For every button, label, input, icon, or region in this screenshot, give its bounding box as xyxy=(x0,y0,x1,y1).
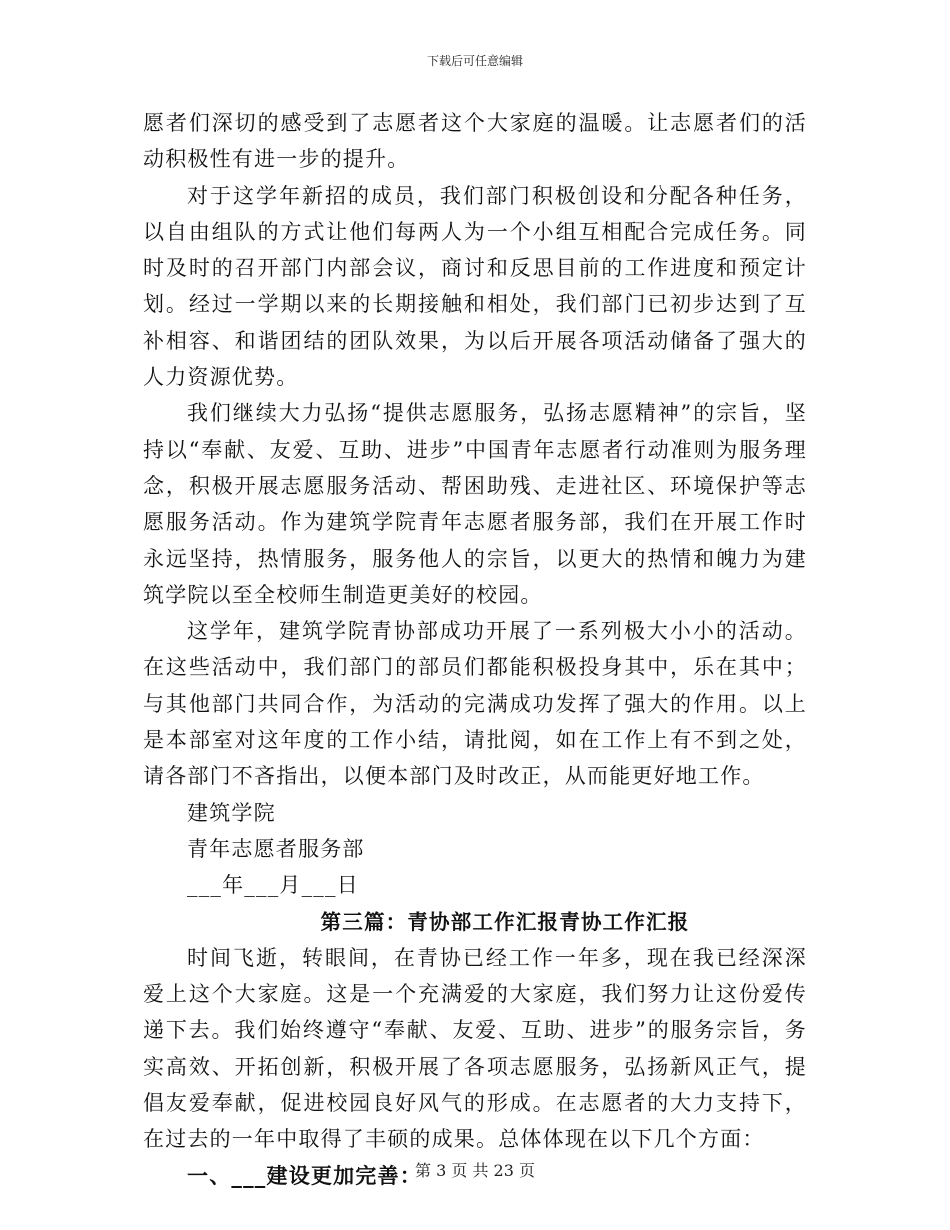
section-title: 第三篇：青协部工作汇报青协工作汇报 xyxy=(320,909,690,934)
paragraph-summary: 这学年，建筑学院青协部成功开展了一系列极大小小的活动。在这些活动中，我们部门的部员们都能积极投身其中，乐在其中；与其他部门共同合作，为活动的完满成功发挥了强大的作用。以上是本部室对这年度的工作小结，请批阅，如在工作上有不到之处，请各部门不吝指出，以便本部门及时改正，从而能更好地工作。 xyxy=(143,619,807,789)
signature-org: 建筑学院 xyxy=(187,800,276,825)
paragraph-continued: 愿者们深切的感受到了志愿者这个大家庭的温暖。让志愿者们的活动积极性有进一步的提升。 xyxy=(143,111,807,172)
paragraph-intro: 时间飞逝，转眼间，在青协已经工作一年多，现在我已经深深爱上这个大家庭。这是一个充满爱的大家庭，我们努力让这份爱传递下去。我们始终遵守“奉献、友爱、互助、进步”的服务宗旨，务实高效、开拓创新，积极开展了各项志愿服务，弘扬新风正气，提倡友爱奉献，促进校园良好风气的形成。在志愿者的大力支持下，在过去的一年中取得了丰硕的成果。总体体现在以下几个方面： xyxy=(143,945,807,1152)
signature-date: ___年___月___日 xyxy=(187,873,359,898)
paragraph-new-members: 对于这学年新招的成员，我们部门积极创设和分配各种任务，以自由组队的方式让他们每两人为一个小组互相配合完成任务。同时及时的召开部门内部会议，商讨和反思目前的工作进度和预定计划。经过一学期以来的长期接触和相处，我们部门已初步达到了互补相容、和谐团结的团队效果，为以后开展各项活动储备了强大的人力资源优势。 xyxy=(143,183,807,390)
paragraph-mission: 我们继续大力弘扬“提供志愿服务，弘扬志愿精神”的宗旨，坚持以“奉献、友爱、互助、进步”中国青年志愿者行动准则为服务理念，积极开展志愿服务活动、帮困助残、走进社区、环境保护等志愿服务活动。作为建筑学院青年志愿者服务部，我们在开展工作时永远坚持，热情服务，服务他人的宗旨，以更大的热情和魄力为建筑学院以至全校师生制造更美好的校园。 xyxy=(143,401,807,607)
signature-dept: 青年志愿者服务部 xyxy=(187,836,365,861)
document-body xyxy=(143,105,807,1194)
section-subheading: 一、___建设更加完善： xyxy=(187,1162,422,1188)
page-header-note: 下载后可任意编辑 xyxy=(426,54,523,68)
page-number: 第 3 页 共 23 页 xyxy=(415,1161,535,1180)
